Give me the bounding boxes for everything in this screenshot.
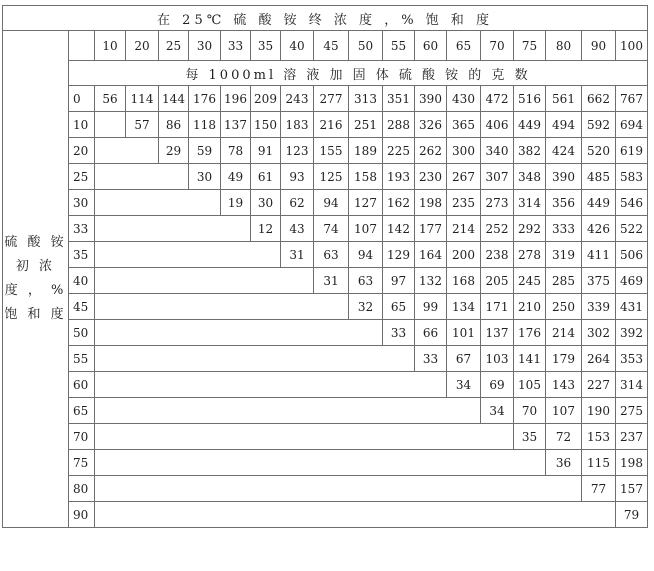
grams-value: 292 [514,216,546,242]
grams-value: 158 [349,164,383,190]
grams-value: 237 [616,424,648,450]
grams-value: 63 [314,242,349,268]
grams-value: 214 [546,320,582,346]
grams-value: 97 [383,268,415,294]
grams-value: 365 [447,112,481,138]
grams-value: 619 [616,138,648,164]
grams-value: 79 [616,502,648,528]
table-row [3,112,648,138]
table-row [3,86,648,112]
grams-value: 390 [546,164,582,190]
grams-value: 190 [582,398,616,424]
initial-concentration: 10 [69,112,95,138]
grams-value: 137 [221,112,251,138]
grams-value: 65 [383,294,415,320]
grams-value: 33 [415,346,447,372]
grams-value: 382 [514,138,546,164]
grams-value: 313 [349,86,383,112]
empty-span [95,502,616,528]
table-row [3,398,648,424]
grams-value: 141 [514,346,546,372]
grams-value: 12 [251,216,281,242]
empty-span [95,190,221,216]
grams-value: 238 [481,242,514,268]
initial-concentration: 50 [69,320,95,346]
grams-value: 134 [447,294,481,320]
final-concentration-header: 45 [314,31,349,61]
initial-concentration: 40 [69,268,95,294]
table-row [3,268,648,294]
grams-value: 767 [616,86,648,112]
side-label-line: 初 浓 [15,259,56,274]
grams-value: 307 [481,164,514,190]
grams-value: 662 [582,86,616,112]
grams-value: 267 [447,164,481,190]
empty-span [95,346,415,372]
grams-value: 485 [582,164,616,190]
subtitle-row [3,61,648,86]
grams-value: 348 [514,164,546,190]
grams-value: 583 [616,164,648,190]
grams-value: 245 [514,268,546,294]
grams-value: 155 [314,138,349,164]
grams-value: 107 [349,216,383,242]
grams-value: 99 [415,294,447,320]
grams-value: 200 [447,242,481,268]
grams-value: 176 [189,86,221,112]
empty-span [95,242,281,268]
grams-value: 142 [383,216,415,242]
final-concentration-row [3,31,648,61]
initial-concentration: 30 [69,190,95,216]
initial-concentration-label [3,31,69,528]
final-concentration-header: 100 [616,31,648,61]
grams-value: 115 [582,450,616,476]
table-row [3,424,648,450]
grams-value: 69 [481,372,514,398]
empty-span [95,164,189,190]
grams-value: 32 [349,294,383,320]
grams-value: 340 [481,138,514,164]
grams-value: 278 [514,242,546,268]
grams-value: 30 [251,190,281,216]
side-label-line: 饱 和 度 [4,307,67,322]
grams-value: 430 [447,86,481,112]
grams-value: 205 [481,268,514,294]
side-label-line: 硫 酸 铵 [4,235,67,250]
grams-value: 392 [616,320,648,346]
grams-value: 63 [349,268,383,294]
grams-value: 302 [582,320,616,346]
grams-value: 183 [281,112,314,138]
grams-value: 516 [514,86,546,112]
grams-value: 472 [481,86,514,112]
final-concentration-header: 70 [481,31,514,61]
grams-value: 36 [546,450,582,476]
grams-value: 592 [582,112,616,138]
grams-value: 43 [281,216,314,242]
grams-value: 57 [126,112,159,138]
table-row [3,502,648,528]
table-row [3,242,648,268]
initial-concentration: 70 [69,424,95,450]
grams-value: 314 [616,372,648,398]
grams-value: 449 [582,190,616,216]
grams-value: 162 [383,190,415,216]
grams-value: 243 [281,86,314,112]
grams-value: 225 [383,138,415,164]
final-concentration-header: 65 [447,31,481,61]
grams-value: 561 [546,86,582,112]
grams-value: 288 [383,112,415,138]
empty-span [95,424,514,450]
grams-value: 105 [514,372,546,398]
final-concentration-header: 25 [159,31,189,61]
grams-value: 333 [546,216,582,242]
grams-value: 35 [514,424,546,450]
title-row [3,6,648,31]
grams-value: 262 [415,138,447,164]
grams-value: 34 [481,398,514,424]
final-concentration-header: 75 [514,31,546,61]
grams-value: 209 [251,86,281,112]
grams-value: 522 [616,216,648,242]
grams-value: 339 [582,294,616,320]
grams-value: 196 [221,86,251,112]
grams-value: 285 [546,268,582,294]
initial-concentration: 60 [69,372,95,398]
grams-value: 230 [415,164,447,190]
grams-value: 273 [481,190,514,216]
final-concentration-header: 30 [189,31,221,61]
grams-value: 123 [281,138,314,164]
empty-span [95,372,447,398]
grams-value: 77 [582,476,616,502]
grams-value: 250 [546,294,582,320]
grams-value: 127 [349,190,383,216]
table-row [3,320,648,346]
empty-span [95,450,546,476]
grams-value: 319 [546,242,582,268]
grams-value: 375 [582,268,616,294]
table-row [3,294,648,320]
grams-value: 406 [481,112,514,138]
grams-value: 235 [447,190,481,216]
empty-span [95,476,582,502]
grams-value: 61 [251,164,281,190]
initial-concentration: 25 [69,164,95,190]
grams-value: 164 [415,242,447,268]
final-concentration-header: 55 [383,31,415,61]
initial-concentration: 90 [69,502,95,528]
grams-value: 118 [189,112,221,138]
ammonium-sulfate-table [2,5,648,528]
initial-concentration: 33 [69,216,95,242]
initial-concentration: 20 [69,138,95,164]
empty-span [95,138,159,164]
table-row [3,190,648,216]
grams-value: 356 [546,190,582,216]
final-concentration-header: 10 [95,31,126,61]
empty-span [95,320,383,346]
grams-value: 168 [447,268,481,294]
final-concentration-header: 90 [582,31,616,61]
grams-value: 114 [126,86,159,112]
side-label-line: 度 ， % [4,283,67,298]
grams-value: 411 [582,242,616,268]
initial-concentration: 0 [69,86,95,112]
grams-value: 198 [415,190,447,216]
grams-value: 314 [514,190,546,216]
grams-value: 251 [349,112,383,138]
grams-value: 31 [314,268,349,294]
initial-concentration: 80 [69,476,95,502]
table-subtitle: 每 1000ml 溶 液 加 固 体 硫 酸 铵 的 克 数 [69,61,648,86]
grams-value: 179 [546,346,582,372]
grams-value: 93 [281,164,314,190]
grams-value: 277 [314,86,349,112]
grams-value: 214 [447,216,481,242]
final-concentration-header: 40 [281,31,314,61]
initial-concentration: 65 [69,398,95,424]
grams-value: 62 [281,190,314,216]
grams-value: 157 [616,476,648,502]
grams-value: 227 [582,372,616,398]
table-row [3,476,648,502]
grams-value: 326 [415,112,447,138]
grams-value: 198 [616,450,648,476]
empty-span [95,268,314,294]
grams-value: 49 [221,164,251,190]
final-concentration-header: 33 [221,31,251,61]
grams-value: 431 [616,294,648,320]
grams-value: 424 [546,138,582,164]
grams-value: 101 [447,320,481,346]
grams-value: 177 [415,216,447,242]
grams-value: 176 [514,320,546,346]
grams-value: 67 [447,346,481,372]
grams-value: 189 [349,138,383,164]
grams-value: 494 [546,112,582,138]
final-concentration-header: 50 [349,31,383,61]
grams-value: 426 [582,216,616,242]
table-row [3,216,648,242]
grams-value: 275 [616,398,648,424]
grams-value: 390 [415,86,447,112]
grams-value: 506 [616,242,648,268]
grams-value: 78 [221,138,251,164]
grams-value: 153 [582,424,616,450]
initial-concentration: 75 [69,450,95,476]
grams-value: 74 [314,216,349,242]
grams-value: 546 [616,190,648,216]
grams-value: 469 [616,268,648,294]
grams-value: 129 [383,242,415,268]
grams-value: 171 [481,294,514,320]
grams-value: 29 [159,138,189,164]
grams-value: 520 [582,138,616,164]
grams-value: 193 [383,164,415,190]
grams-value: 30 [189,164,221,190]
grams-value: 210 [514,294,546,320]
empty-span [95,398,481,424]
table-row [3,138,648,164]
grams-value: 264 [582,346,616,372]
grams-value: 449 [514,112,546,138]
table-row [3,372,648,398]
grams-value: 33 [383,320,415,346]
grams-value: 66 [415,320,447,346]
grams-value: 59 [189,138,221,164]
grams-value: 144 [159,86,189,112]
grams-value: 694 [616,112,648,138]
grams-value: 132 [415,268,447,294]
grams-value: 150 [251,112,281,138]
grams-value: 86 [159,112,189,138]
grams-value: 353 [616,346,648,372]
grams-value: 34 [447,372,481,398]
grams-value: 31 [281,242,314,268]
table-title: 在 25℃ 硫 酸 铵 终 浓 度 ，% 饱 和 度 [3,6,648,31]
final-concentration-header: 20 [126,31,159,61]
grams-value: 351 [383,86,415,112]
table-row [3,450,648,476]
table-row [3,346,648,372]
grams-value: 94 [314,190,349,216]
initial-concentration: 45 [69,294,95,320]
grams-value: 94 [349,242,383,268]
grams-value: 91 [251,138,281,164]
corner-cell [69,31,95,61]
grams-value: 143 [546,372,582,398]
empty-span [95,216,251,242]
grams-value: 70 [514,398,546,424]
final-concentration-header: 60 [415,31,447,61]
grams-value: 103 [481,346,514,372]
table-row [3,164,648,190]
final-concentration-header: 80 [546,31,582,61]
grams-value: 72 [546,424,582,450]
grams-value: 125 [314,164,349,190]
grams-value: 56 [95,86,126,112]
initial-concentration: 55 [69,346,95,372]
empty-span [95,112,126,138]
grams-value: 300 [447,138,481,164]
empty-span [95,294,349,320]
initial-concentration: 35 [69,242,95,268]
grams-value: 252 [481,216,514,242]
grams-value: 137 [481,320,514,346]
grams-value: 19 [221,190,251,216]
final-concentration-header: 35 [251,31,281,61]
grams-value: 216 [314,112,349,138]
grams-value: 107 [546,398,582,424]
